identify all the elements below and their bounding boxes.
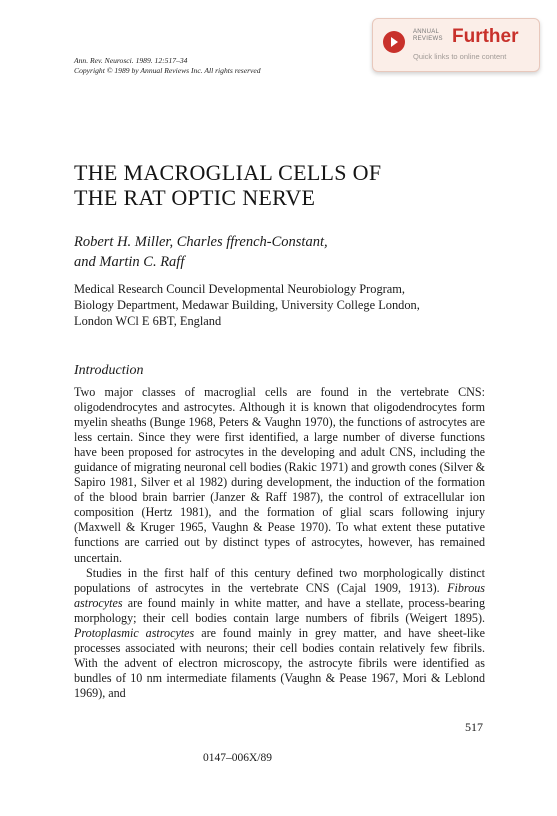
- citation-journal-line: Ann. Rev. Neurosci. 1989. 12:517–34: [74, 56, 188, 65]
- paragraph-1: Two major classes of macroglial cells are found in the vertebrate CNS: oligodendrocytes and astrocytes. Although it is known that oligodendrocytes form myelin sheaths (Bunge 1968, Peters & Vaughn 1970), the functions of astrocytes are less certain. Since they were first identified, a large number of diverse functions have been proposed for astrocytes in the developing and adult CNS, including the guidance of migrating neuronal cell bodies (Rakic 1971) and growth cones (Silver & Sapiro 1981, Silver et al 1982) during development, the induction of the formation of the blood brain barrier (Janzer & Raff 1987), the control of extracellular ion composition (Hertz 1981), and the formation of glial scars following injury (Maxwell & Kruger 1965, Vaughn & Pease 1970). To what extent these putative functions are carried out by distinct types of astrocytes, however, has remained uncertain.: [74, 385, 485, 565]
- title-line-1: THE MACROGLIAL CELLS OF: [74, 160, 382, 185]
- badge-annual-label: ANNUAL: [413, 29, 440, 35]
- paragraph-2-fibrous-text: are found mainly in white matter, and have a stellate, process-bearing morphology; their cell bodies contain large numbers of fibrils (Weigert 1895).: [74, 595, 485, 625]
- title-line-2: THE RAT OPTIC NERVE: [74, 185, 316, 210]
- term-protoplasmic-astrocytes: Protoplasmic astrocytes: [74, 625, 195, 640]
- badge-reviews-label: REVIEWS: [413, 36, 443, 42]
- further-reading-badge[interactable]: [372, 18, 540, 72]
- affiliation-line-2: Biology Department, Medawar Building, University College London,: [74, 298, 420, 312]
- play-icon: [383, 31, 405, 53]
- paragraph-2-intro: Studies in the first half of this century defined two morphologically distinct populations of astrocytes in the vertebrate CNS (Cajal 1909, 1913).: [74, 565, 485, 595]
- article-title: [74, 160, 381, 210]
- author-list: [74, 232, 328, 272]
- badge-subtitle: Quick links to online content: [413, 52, 507, 61]
- paragraph-2: [74, 566, 485, 701]
- section-heading-introduction: Introduction: [74, 363, 144, 378]
- citation-copyright-line: Copyright © 1989 by Annual Reviews Inc. All rights reserved: [74, 66, 261, 75]
- badge-further-label: Further: [452, 26, 519, 47]
- article-code: 0147–006X/89: [203, 752, 272, 764]
- badge-brand: [413, 29, 443, 43]
- page-number: 517: [465, 720, 483, 734]
- authors-line-1: Robert H. Miller, Charles ffrench-Constant,: [74, 234, 328, 250]
- journal-citation: [74, 56, 261, 76]
- author-affiliation: [74, 281, 494, 329]
- paragraph-2-protoplasmic-text: are found mainly in grey matter, and have sheet-like processes associated with neurons; their cell bodies contain relatively few fibrils. With the advent of electron microscopy, the astrocyte fibrils were identified as bundles of 10 nm intermediate filaments (Vaughn & Pease 1967, Mori & Leblond 1969), and: [74, 625, 485, 700]
- authors-line-2: and Martin C. Raff: [74, 254, 185, 270]
- affiliation-line-1: Medical Research Council Developmental Neurobiology Program,: [74, 282, 406, 296]
- affiliation-line-3: London WCl E 6BT, England: [74, 314, 222, 328]
- term-fibrous-astrocytes: Fibrous astrocytes: [74, 580, 485, 610]
- article-body: [74, 385, 485, 701]
